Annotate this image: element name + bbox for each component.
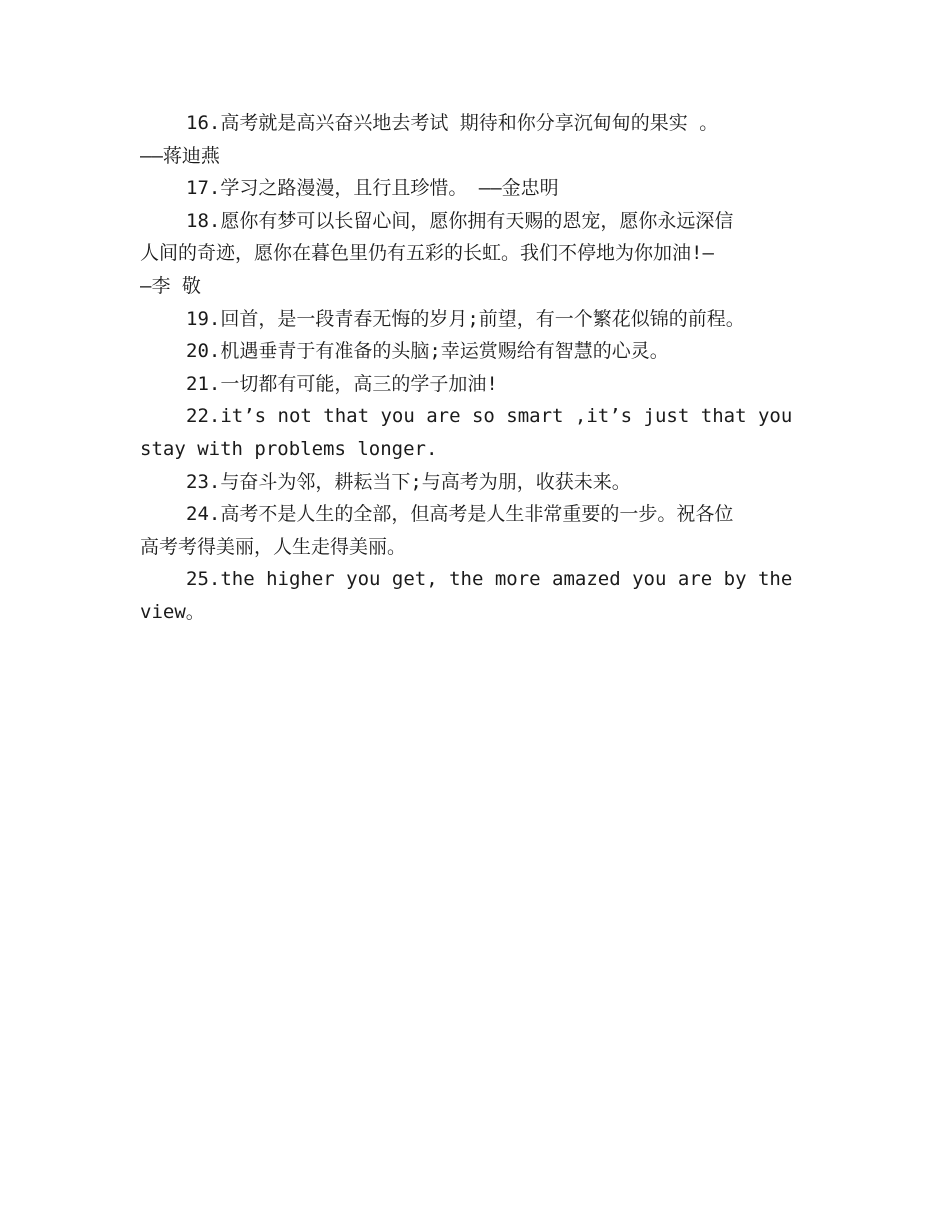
text-line-6: —李 敬	[140, 274, 201, 297]
text-line-14: 高考考得美丽，人生走得美丽。	[140, 535, 407, 558]
text-line-3: 17.学习之路漫漫，且行且珍惜。 ——金忠明	[186, 177, 559, 200]
text-line-7: 19.回首，是一段青春无悔的岁月;前望，有一个繁花似锦的前程。	[186, 307, 745, 330]
text-line-15: 25.the higher you get, the more amazed you are by the	[186, 568, 793, 591]
text-line-11: stay with problems longer.	[140, 437, 438, 460]
text-line-16: view。	[140, 600, 205, 623]
text-line-2: ——蒋迪燕	[140, 144, 220, 167]
text-line-1: 16.高考就是高兴奋兴地去考试 期待和你分享沉甸甸的果实 。	[186, 112, 719, 134]
text-line-13: 24.高考不是人生的全部，但高考是人生非常重要的一步。祝各位	[186, 503, 734, 526]
document-body	[140, 107, 810, 629]
text-line-12: 23.与奋斗为邻，耕耘当下;与高考为朋，收获未来。	[186, 470, 631, 493]
text-line-9: 21.一切都有可能，高三的学子加油!	[186, 372, 498, 395]
text-line-4: 18.愿你有梦可以长留心间，愿你拥有天赐的恩宠，愿你永远深信	[186, 209, 734, 232]
text-line-5: 人间的奇迹，愿你在暮色里仍有五彩的长虹。我们不停地为你加油!—	[140, 242, 714, 265]
text-line-8: 20.机遇垂青于有准备的头脑;幸运赏赐给有智慧的心灵。	[186, 340, 669, 363]
text-line-10: 22.it’s not that you are so smart ,it’s just that you	[186, 405, 793, 428]
